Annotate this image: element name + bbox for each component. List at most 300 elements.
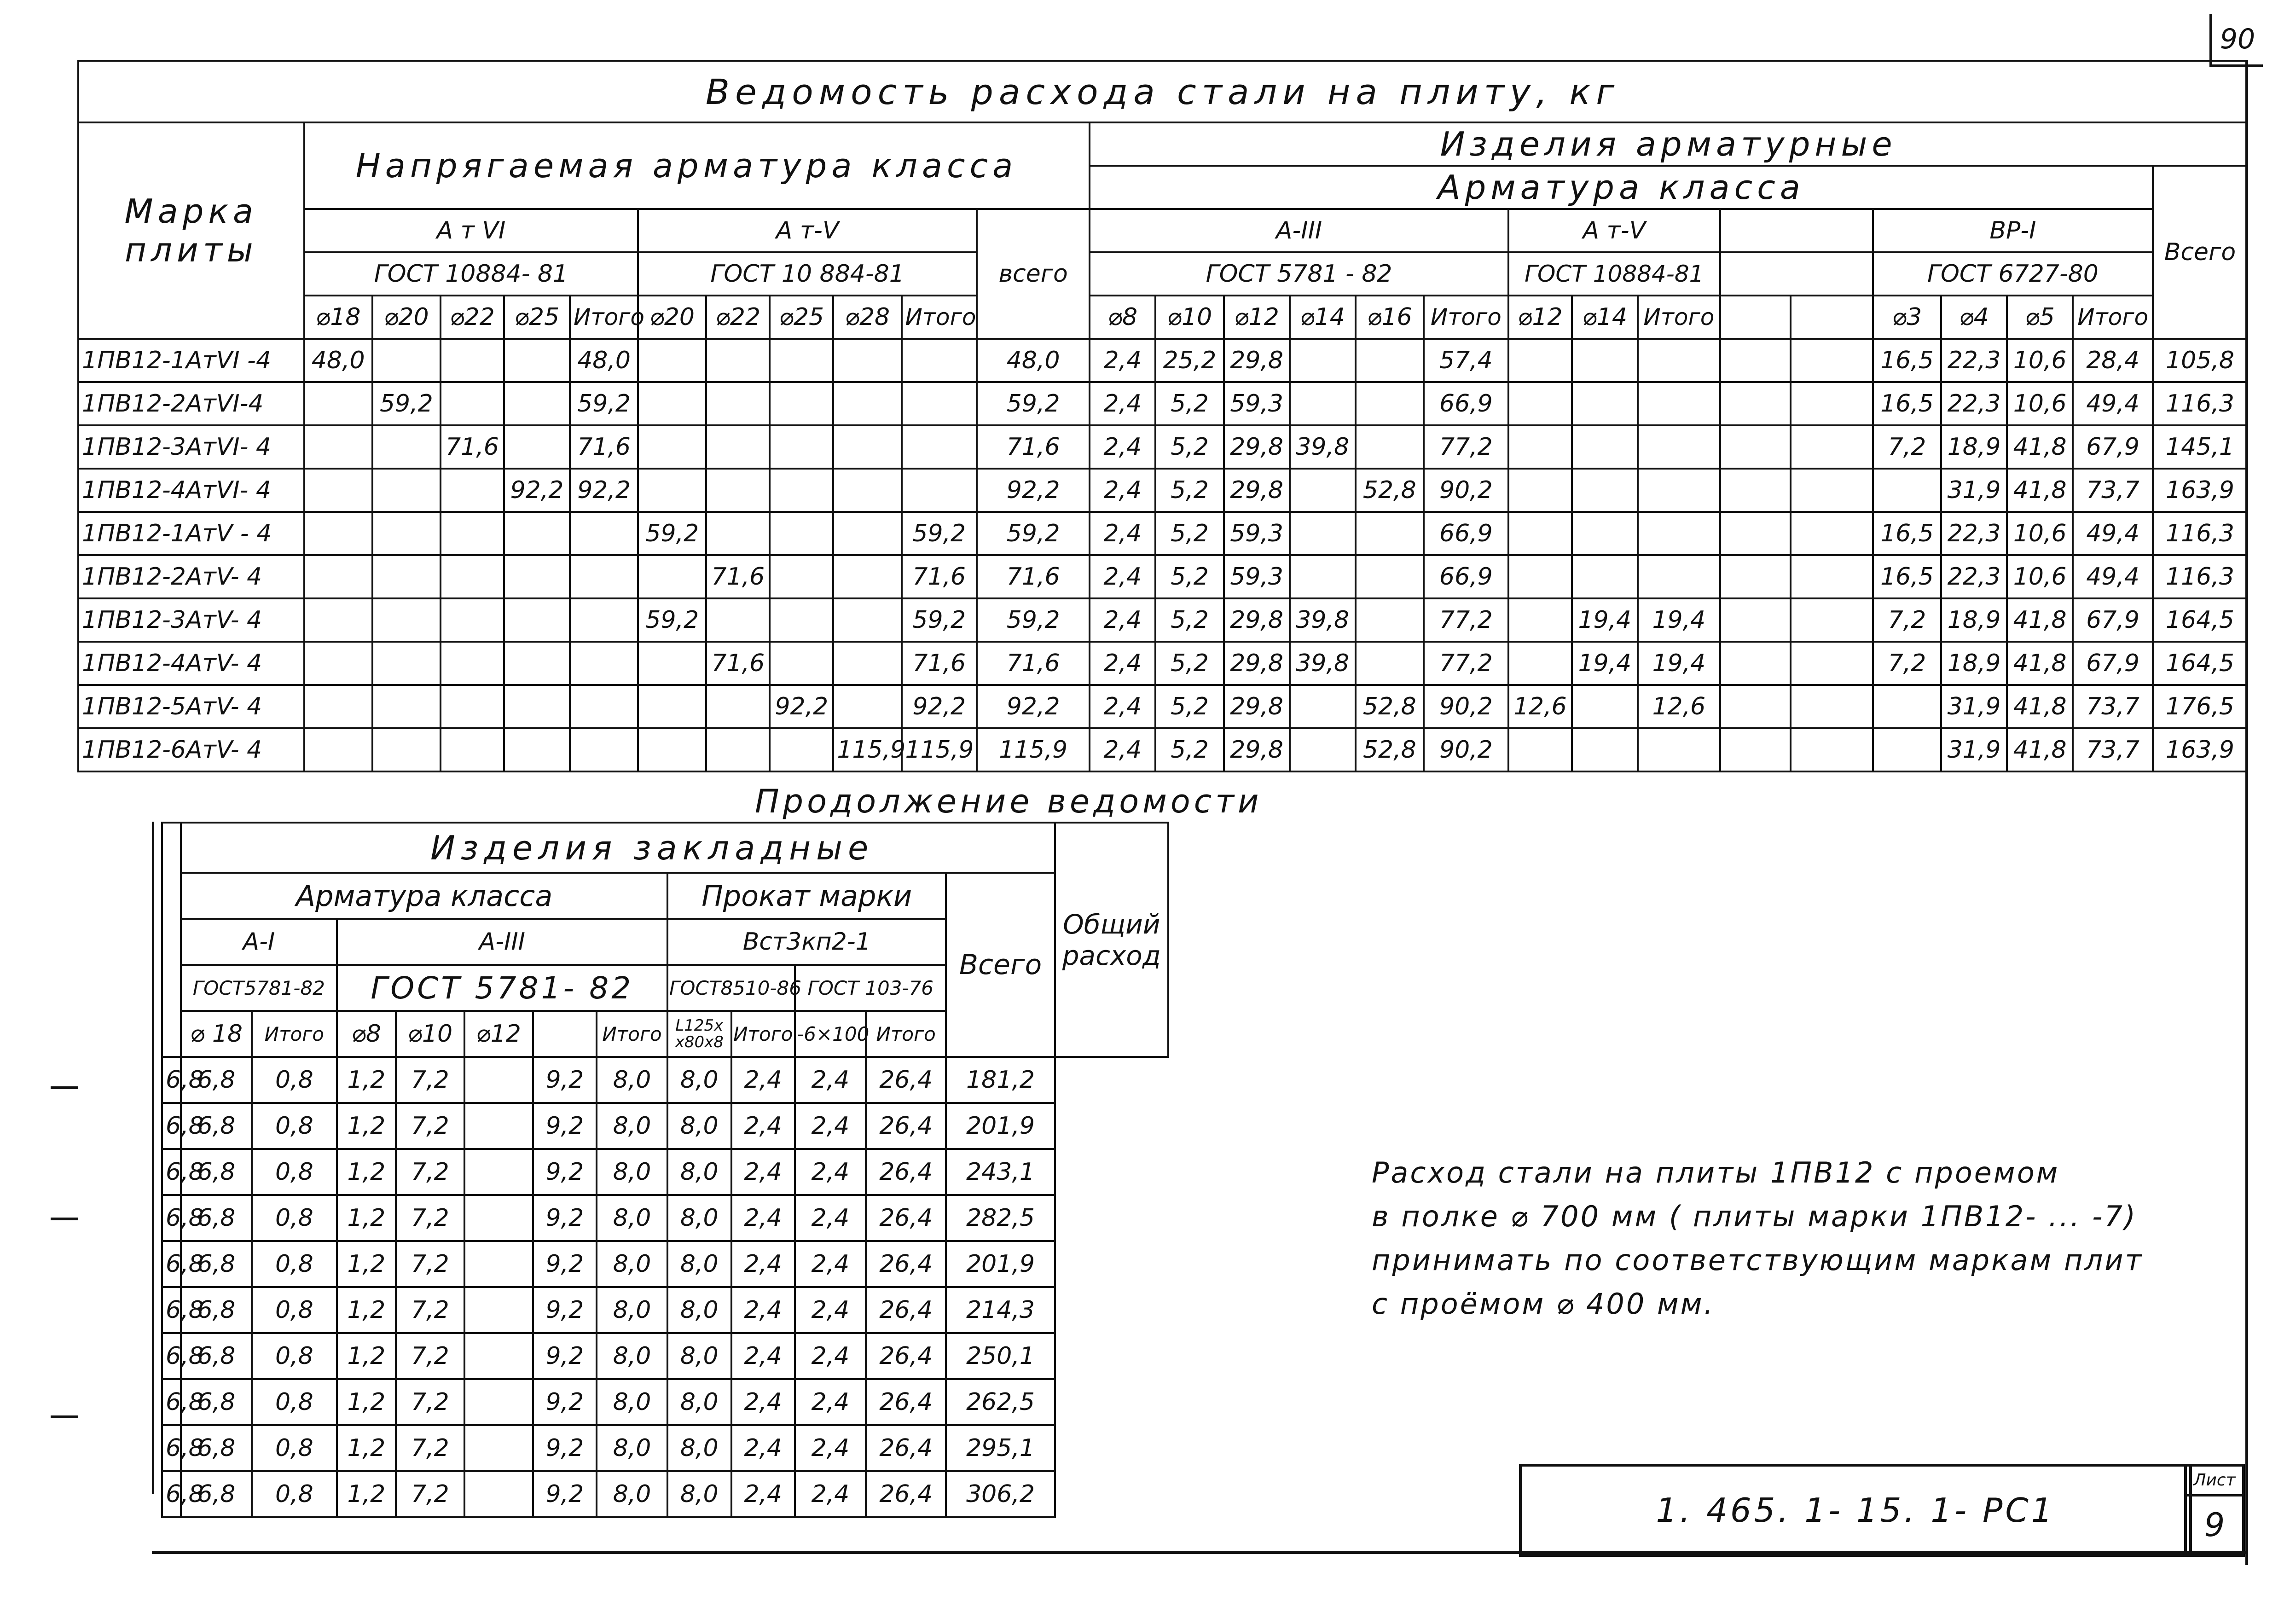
table-cell: 39,8 [1290,598,1356,642]
table-cell [1791,425,1873,469]
table-cell: 9,2 [533,1471,597,1517]
table-row [162,1241,1168,1287]
table-cell: 6,8 [162,1103,181,1149]
table-cell: 25,2 [1155,339,1223,382]
table-cell: 9,2 [533,1057,597,1103]
table-cell [1638,425,1720,469]
table-row [162,1333,1168,1379]
table-cell [1791,555,1873,598]
table-cell [372,598,441,642]
table-cell [1791,382,1873,425]
table-cell [1356,642,1424,685]
table-cell [1290,685,1356,728]
table-cell [833,339,901,382]
table-cell: 22,3 [1941,555,2007,598]
table-cell [441,469,504,512]
table-cell: 9,2 [533,1379,597,1425]
table-cell [1572,728,1638,771]
diameter-header: ⌀22 [441,296,504,339]
col-header: Итого [866,1011,946,1057]
margin-tick [51,1415,78,1418]
table-cell: 5,2 [1155,598,1223,642]
table-cell [464,1287,533,1333]
plate-mark: 1ПВ12-6АтV- 4 [78,728,304,771]
table-cell: 71,6 [977,642,1090,685]
table-cell: 5,2 [1155,642,1223,685]
table-cell [706,469,770,512]
table-cell [1638,555,1720,598]
table-cell: 1,2 [337,1057,396,1103]
table-cell: 26,4 [866,1471,946,1517]
embedded-title: Изделия закладные [181,823,1055,873]
table-cell: 2,4 [795,1103,866,1149]
table-cell [504,555,570,598]
subtotal-header: Итого [2073,296,2153,339]
table-cell [304,555,372,598]
diameter-header: ⌀3 [1873,296,1941,339]
table-cell [1720,512,1791,555]
table-cell [833,512,901,555]
reinforcement-class-header: Арматура класса [1090,166,2153,209]
table-cell [1508,512,1572,555]
gost-a1: ГОСТ5781-82 [181,965,337,1011]
table-cell [1720,642,1791,685]
plate-mark: 1ПВ12-1АтVI -4 [78,339,304,382]
col-header: Итого [597,1011,667,1057]
table-cell: 2,4 [1090,728,1155,771]
table-cell [1791,469,1873,512]
table-cell: 5,2 [1155,382,1223,425]
table-cell [570,642,638,685]
table-cell: 49,4 [2073,555,2153,598]
table-cell [1720,382,1791,425]
table-cell: 8,0 [597,1149,667,1195]
table-row [78,512,2247,555]
table-cell [372,642,441,685]
table-cell [1572,382,1638,425]
class-at5b: А т-V [1508,209,1720,252]
table-cell: 41,8 [2007,728,2073,771]
table-cell [1638,339,1720,382]
table-cell [570,685,638,728]
table-cell [1572,339,1638,382]
table-cell [304,642,372,685]
table-cell: 31,9 [1941,685,2007,728]
table-cell [1356,339,1424,382]
table-cell [304,598,372,642]
table-cell [441,512,504,555]
table-cell: 41,8 [2007,425,2073,469]
table-cell [464,1379,533,1425]
table-cell [770,425,833,469]
table-cell [770,728,833,771]
table-cell: 92,2 [902,685,977,728]
table-cell [504,339,570,382]
table-cell: 115,9 [902,728,977,771]
table-cell: 6,8 [181,1057,252,1103]
table-cell: 59,2 [372,382,441,425]
diameter-header: ⌀14 [1572,296,1638,339]
class-at6: А т VI [304,209,638,252]
table-cell: 71,6 [902,555,977,598]
table-cell [638,728,706,771]
diameter-header: ⌀22 [706,296,770,339]
table-cell: 115,9 [833,728,901,771]
table-cell [1572,555,1638,598]
class-a3: А-III [1090,209,1508,252]
table-cell [1791,728,1873,771]
table-cell [1572,469,1638,512]
gost-at5: ГОСТ 10 884-81 [638,252,977,296]
table-cell: 59,2 [977,598,1090,642]
table-cell: 2,4 [731,1241,795,1287]
table-cell: 92,2 [977,685,1090,728]
table-cell: 77,2 [1424,642,1508,685]
table-cell [464,1425,533,1471]
table-cell [441,685,504,728]
table-cell: 163,9 [2153,728,2247,771]
table-row [78,728,2247,771]
table-cell [504,425,570,469]
table-cell: 12,6 [1638,685,1720,728]
table-cell: 16,5 [1873,512,1941,555]
table-cell [770,555,833,598]
table-row [162,1425,1168,1471]
table-cell: 2,4 [795,1195,866,1241]
subtotal-header: Итого [1424,296,1508,339]
table-cell: 29,8 [1224,469,1290,512]
table-cell [304,512,372,555]
table-cell: 8,0 [597,1241,667,1287]
table-cell: 73,7 [2073,469,2153,512]
reinforcement-class-header: Арматура класса [181,873,667,919]
table-cell: 29,8 [1224,728,1290,771]
table-cell: 10,6 [2007,382,2073,425]
table-cell: 12,6 [1508,685,1572,728]
table-cell: 295,1 [946,1425,1055,1471]
table-cell [464,1149,533,1195]
diameter-header: ⌀18 [304,296,372,339]
table-cell [1290,512,1356,555]
table-cell: 92,2 [504,469,570,512]
table-cell [504,685,570,728]
table-cell [372,425,441,469]
table-cell: 7,2 [396,1333,464,1379]
table-cell: 19,4 [1638,642,1720,685]
table-cell [464,1471,533,1517]
table-cell: 6,8 [162,1425,181,1471]
table-cell: 9,2 [533,1425,597,1471]
table-cell: 26,4 [866,1149,946,1195]
table-cell: 29,8 [1224,598,1290,642]
table-cell [902,339,977,382]
table-cell [504,642,570,685]
table-cell: 18,9 [1941,598,2007,642]
table-row [162,1103,1168,1149]
col-header: Итого [252,1011,337,1057]
table-cell: 2,4 [795,1471,866,1517]
table-cell [570,512,638,555]
table-cell: 2,4 [1090,382,1155,425]
table-cell: 6,8 [181,1287,252,1333]
table-cell: 7,2 [1873,598,1941,642]
table-cell: 90,2 [1424,685,1508,728]
table-cell [464,1057,533,1103]
table-cell: 19,4 [1572,598,1638,642]
class-a1: А-I [181,919,337,965]
table-cell: 19,4 [1638,598,1720,642]
table-cell [770,512,833,555]
table-cell: 8,0 [597,1057,667,1103]
table-cell: 7,2 [396,1379,464,1425]
table-cell: 7,2 [396,1057,464,1103]
table-cell [504,512,570,555]
table-cell [706,728,770,771]
table-cell [706,685,770,728]
table-cell: 28,4 [2073,339,2153,382]
table-cell: 48,0 [304,339,372,382]
total-header: Всего [946,873,1055,1057]
table-cell: 163,9 [2153,469,2247,512]
table-cell: 8,0 [667,1103,731,1149]
table-cell [1572,685,1638,728]
table-cell: 6,8 [181,1103,252,1149]
table-row [78,425,2247,469]
table-cell [504,598,570,642]
table-cell [833,382,901,425]
table-cell [1356,382,1424,425]
table-cell: 8,0 [667,1425,731,1471]
subtotal-header: Итого [570,296,638,339]
table-cell: 8,0 [597,1103,667,1149]
table-cell: 1,2 [337,1241,396,1287]
table-cell: 2,4 [731,1103,795,1149]
table-cell: 164,5 [2153,598,2247,642]
table-cell: 71,6 [977,425,1090,469]
table-cell: 29,8 [1224,642,1290,685]
table-cell [833,598,901,642]
table-cell: 71,6 [570,425,638,469]
table-cell: 0,8 [252,1333,337,1379]
table-cell [372,728,441,771]
table-cell: 116,3 [2153,382,2247,425]
table-row [78,598,2247,642]
table-cell [706,512,770,555]
table-cell: 1,2 [337,1103,396,1149]
table-cell [1290,555,1356,598]
note-line: Расход стали на плиты 1ПВ12 с проемом [1372,1156,2060,1189]
table-cell: 2,4 [731,1149,795,1195]
table-cell [1508,425,1572,469]
table-cell: 6,8 [181,1241,252,1287]
table-cell: 1,2 [337,1195,396,1241]
table-cell: 92,2 [770,685,833,728]
subtotal-header: Итого [902,296,977,339]
plate-mark: 1ПВ12-5АтV- 4 [78,685,304,728]
table-cell: 8,0 [597,1287,667,1333]
table-cell [1638,469,1720,512]
table-cell [1638,382,1720,425]
table-cell: 59,2 [902,598,977,642]
table-cell [1290,469,1356,512]
table-cell: 8,0 [667,1379,731,1425]
table-cell: 250,1 [946,1333,1055,1379]
gost-at6: ГОСТ 10884- 81 [304,252,638,296]
table-cell [1290,382,1356,425]
table-cell: 7,2 [1873,425,1941,469]
table-cell: 8,0 [597,1333,667,1379]
class-at5: А т-V [638,209,977,252]
table-cell: 2,4 [795,1425,866,1471]
table-cell: 26,4 [866,1333,946,1379]
diameter-header: ⌀28 [833,296,901,339]
col-header: ⌀ 18 [181,1011,252,1057]
table-cell: 48,0 [977,339,1090,382]
table-cell: 105,8 [2153,339,2247,382]
table-cell: 243,1 [946,1149,1055,1195]
table-cell: 71,6 [441,425,504,469]
document-code: 1. 465. 1- 15. 1- РС1 [1519,1464,2192,1557]
table-cell: 10,6 [2007,339,2073,382]
table-cell: 10,6 [2007,555,2073,598]
plate-mark: 1ПВ12-4АтVI- 4 [78,469,304,512]
table-cell [570,598,638,642]
diameter-header: ⌀10 [1155,296,1223,339]
gost-a3: ГОСТ 5781 - 82 [1090,252,1508,296]
table-cell: 8,0 [597,1425,667,1471]
table-cell: 6,8 [181,1471,252,1517]
table-cell: 26,4 [866,1057,946,1103]
class-a3: А-III [337,919,667,965]
col-header: Итого [731,1011,795,1057]
col-header: ⌀12 [464,1011,533,1057]
table-cell [1638,728,1720,771]
table-cell: 2,4 [1090,642,1155,685]
table-cell: 73,7 [2073,685,2153,728]
table-cell: 1,2 [337,1287,396,1333]
table-cell: 2,4 [731,1425,795,1471]
table-cell: 8,0 [667,1333,731,1379]
table-cell [1791,685,1873,728]
table-cell [1572,512,1638,555]
table-cell: 71,6 [706,555,770,598]
table-cell: 49,4 [2073,512,2153,555]
sheet-label: Лист [2187,1467,2242,1496]
table-cell: 0,8 [252,1103,337,1149]
table-cell: 39,8 [1290,425,1356,469]
table-cell: 6,8 [162,1241,181,1287]
table-cell [638,469,706,512]
table-cell [1290,339,1356,382]
table-cell [638,685,706,728]
diameter-header: ⌀8 [1090,296,1155,339]
class-bp1: ВР-I [1873,209,2153,252]
table-cell: 0,8 [252,1287,337,1333]
table-row [78,555,2247,598]
table-cell: 6,8 [162,1195,181,1241]
table-cell [441,728,504,771]
col-header: ⌀8 [337,1011,396,1057]
table-cell: 5,2 [1155,728,1223,771]
table-cell: 0,8 [252,1149,337,1195]
table-cell: 2,4 [731,1287,795,1333]
table-cell: 29,8 [1224,425,1290,469]
plate-mark: 1ПВ12-3АтVI- 4 [78,425,304,469]
gost-8510: ГОСТ8510-86 [667,965,795,1011]
table-cell [304,425,372,469]
plate-mark: 1ПВ12-4АтV- 4 [78,642,304,685]
table-cell: 59,2 [977,512,1090,555]
table-cell: 18,9 [1941,642,2007,685]
table-cell: 6,8 [162,1333,181,1379]
table-cell: 71,6 [902,642,977,685]
table-cell: 214,3 [946,1287,1055,1333]
table-cell [1508,728,1572,771]
table-cell: 22,3 [1941,382,2007,425]
table-cell: 6,8 [181,1149,252,1195]
rolled-header: Прокат марки [667,873,946,919]
table-cell: 116,3 [2153,512,2247,555]
table-cell: 7,2 [396,1287,464,1333]
table-cell [706,339,770,382]
table-cell: 164,5 [2153,642,2247,685]
table-cell: 18,9 [1941,425,2007,469]
table-cell [770,642,833,685]
left-margin-line [152,822,154,1494]
table-cell: 2,4 [731,1333,795,1379]
table-cell [570,728,638,771]
subtotal-header: Итого [1638,296,1720,339]
table-cell: 2,4 [731,1057,795,1103]
table-row [162,1287,1168,1333]
table-cell [1873,469,1941,512]
table-cell: 2,4 [795,1379,866,1425]
table-cell: 0,8 [252,1471,337,1517]
table-cell: 181,2 [946,1057,1055,1103]
table-cell [441,382,504,425]
table-cell: 2,4 [1090,425,1155,469]
col-header: ⌀10 [396,1011,464,1057]
table-cell [1873,685,1941,728]
table-cell: 71,6 [706,642,770,685]
mark-header: Марка плиты [78,122,304,339]
table-cell [1720,685,1791,728]
table-cell: 2,4 [1090,685,1155,728]
table-cell: 6,8 [181,1195,252,1241]
table-row [162,1379,1168,1425]
table-cell [304,685,372,728]
table-cell: 26,4 [866,1287,946,1333]
diameter-header: ⌀12 [1224,296,1290,339]
prestressed-header: Напрягаемая арматура класса [304,122,1090,209]
table-cell: 90,2 [1424,728,1508,771]
table-cell [770,469,833,512]
table-cell: 67,9 [2073,642,2153,685]
table-cell: 6,8 [181,1333,252,1379]
table-cell: 52,8 [1356,469,1424,512]
diameter-header [1720,296,1791,339]
table-cell [638,425,706,469]
table-cell: 1,2 [337,1149,396,1195]
table-row [162,1471,1168,1517]
table-cell [638,339,706,382]
steel-grade: Вст3кп2-1 [667,919,946,965]
table-cell: 9,2 [533,1287,597,1333]
table-cell: 59,3 [1224,512,1290,555]
table-cell: 26,4 [866,1425,946,1471]
table-cell [570,555,638,598]
table-cell: 0,8 [252,1241,337,1287]
